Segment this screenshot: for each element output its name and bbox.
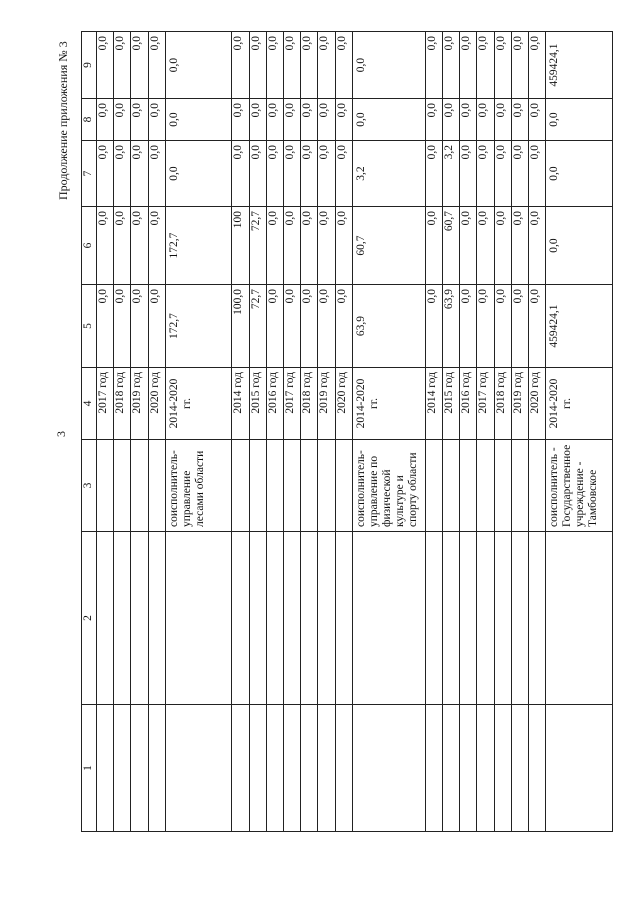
cell-col2: [335, 532, 352, 705]
cell-federal: 100: [232, 207, 249, 285]
table-row: [494, 32, 511, 832]
cell-col2: [114, 532, 131, 705]
cell-col2: [318, 532, 335, 705]
cell-total: 0,0: [97, 285, 114, 368]
cell-period: 2017 год: [97, 368, 114, 440]
cell-regional: 0,0: [477, 141, 494, 207]
cell-regional: 0,0: [318, 141, 335, 207]
cell-total: 0,0: [266, 285, 283, 368]
header-cell-1: 1: [82, 705, 97, 832]
cell-extrabudget: 0,0: [165, 32, 232, 99]
cell-col2: [249, 532, 266, 705]
header-cell-2: 2: [82, 532, 97, 705]
cell-col2: [494, 532, 511, 705]
cell-local: 0,0: [97, 99, 114, 141]
cell-federal: 0,0: [318, 207, 335, 285]
cell-col1: [249, 705, 266, 832]
cell-extrabudget: 0,0: [352, 32, 425, 99]
cell-executor: [301, 440, 318, 532]
cell-period: 2014-2020 гг.: [546, 368, 613, 440]
cell-period: 2014-2020 гг.: [165, 368, 232, 440]
cell-col1: [442, 705, 459, 832]
cell-col1: [97, 705, 114, 832]
cell-federal: 0,0: [477, 207, 494, 285]
cell-col2: [97, 532, 114, 705]
table-row: [232, 32, 249, 832]
cell-col1: [546, 705, 613, 832]
table-row: [301, 32, 318, 832]
cell-col2: [301, 532, 318, 705]
table-row: [511, 32, 528, 832]
cell-total: 0,0: [301, 285, 318, 368]
cell-local: 0,0: [165, 99, 232, 141]
cell-regional: 3,2: [442, 141, 459, 207]
cell-executor: соисполнитель-управление по физической культуре и спорту области: [352, 440, 425, 532]
table-row: [318, 32, 335, 832]
cell-local: 0,0: [528, 99, 545, 141]
table-total-row: [165, 32, 232, 832]
cell-regional: 0,0: [97, 141, 114, 207]
cell-regional: 0,0: [266, 141, 283, 207]
cell-federal: 0,0: [266, 207, 283, 285]
cell-extrabudget: 0,0: [494, 32, 511, 99]
cell-col2: [165, 532, 232, 705]
table-row: [335, 32, 352, 832]
cell-col1: [511, 705, 528, 832]
table-total-row: [546, 32, 613, 832]
cell-col2: [546, 532, 613, 705]
cell-col2: [528, 532, 545, 705]
cell-regional: 0,0: [283, 141, 300, 207]
cell-federal: 0,0: [114, 207, 131, 285]
cell-regional: 0,0: [249, 141, 266, 207]
cell-regional: 0,0: [301, 141, 318, 207]
cell-local: 0,0: [249, 99, 266, 141]
cell-executor: [283, 440, 300, 532]
cell-federal: 0,0: [494, 207, 511, 285]
cell-total: 100,0: [232, 285, 249, 368]
cell-extrabudget: 0,0: [131, 32, 148, 99]
cell-extrabudget: 0,0: [283, 32, 300, 99]
cell-executor: [460, 440, 477, 532]
financing-table: [81, 31, 613, 832]
cell-col2: [442, 532, 459, 705]
cell-executor: [266, 440, 283, 532]
cell-col1: [477, 705, 494, 832]
cell-total: 63,9: [442, 285, 459, 368]
cell-executor: соисполнитель-управление лесами области: [165, 440, 232, 532]
cell-local: 0,0: [511, 99, 528, 141]
cell-period: 2018 год: [494, 368, 511, 440]
cell-col1: [232, 705, 249, 832]
cell-col1: [460, 705, 477, 832]
cell-total: 63,9: [352, 285, 425, 368]
cell-total: 0,0: [148, 285, 165, 368]
cell-total: 0,0: [425, 285, 442, 368]
cell-executor: [442, 440, 459, 532]
cell-total: 0,0: [283, 285, 300, 368]
cell-total: 0,0: [494, 285, 511, 368]
cell-period: 2014-2020 гг.: [352, 368, 425, 440]
cell-federal: 0,0: [425, 207, 442, 285]
cell-col2: [425, 532, 442, 705]
cell-total: 0,0: [528, 285, 545, 368]
cell-col1: [528, 705, 545, 832]
cell-extrabudget: 0,0: [232, 32, 249, 99]
header-cell-8: 8: [82, 99, 97, 141]
cell-extrabudget: 0,0: [528, 32, 545, 99]
cell-period: 2017 год: [477, 368, 494, 440]
cell-extrabudget: 0,0: [249, 32, 266, 99]
cell-local: 0,0: [477, 99, 494, 141]
header-cell-9: 9: [82, 32, 97, 99]
cell-executor: [528, 440, 545, 532]
cell-col1: [335, 705, 352, 832]
cell-extrabudget: 0,0: [425, 32, 442, 99]
header-cell-6: 6: [82, 207, 97, 285]
cell-regional: 0,0: [232, 141, 249, 207]
cell-period: 2014 год: [425, 368, 442, 440]
cell-col2: [232, 532, 249, 705]
cell-extrabudget: 0,0: [97, 32, 114, 99]
cell-federal: 0,0: [546, 207, 613, 285]
cell-federal: 0,0: [131, 207, 148, 285]
cell-extrabudget: 0,0: [335, 32, 352, 99]
cell-executor: [148, 440, 165, 532]
cell-local: 0,0: [494, 99, 511, 141]
cell-local: 0,0: [318, 99, 335, 141]
table-row: [442, 32, 459, 832]
cell-executor: соисполнитель - Государственное учреждение - Тамбовское: [546, 440, 613, 532]
cell-extrabudget: 0,0: [511, 32, 528, 99]
cell-period: 2015 год: [249, 368, 266, 440]
cell-federal: 0,0: [148, 207, 165, 285]
cell-col1: [131, 705, 148, 832]
cell-total: 0,0: [511, 285, 528, 368]
header-cell-3: 3: [82, 440, 97, 532]
continuation-note: Продолжение приложения № 3: [56, 41, 70, 200]
cell-period: 2016 год: [266, 368, 283, 440]
cell-local: 0,0: [283, 99, 300, 141]
table-row: [266, 32, 283, 832]
cell-period: 2019 год: [318, 368, 335, 440]
cell-federal: 0,0: [97, 207, 114, 285]
cell-regional: 0,0: [460, 141, 477, 207]
cell-federal: 0,0: [301, 207, 318, 285]
cell-federal: 0,0: [511, 207, 528, 285]
cell-total: 0,0: [335, 285, 352, 368]
cell-extrabudget: 0,0: [460, 32, 477, 99]
cell-total: 459424,1: [546, 285, 613, 368]
cell-period: 2018 год: [301, 368, 318, 440]
cell-extrabudget: 0,0: [301, 32, 318, 99]
cell-local: 0,0: [266, 99, 283, 141]
cell-col2: [266, 532, 283, 705]
table-total-row: [352, 32, 425, 832]
cell-federal: 60,7: [352, 207, 425, 285]
cell-col1: [425, 705, 442, 832]
cell-col1: [352, 705, 425, 832]
cell-period: 2020 год: [335, 368, 352, 440]
cell-regional: 0,0: [528, 141, 545, 207]
cell-local: 0,0: [546, 99, 613, 141]
cell-local: 0,0: [131, 99, 148, 141]
cell-extrabudget: 459424,1: [546, 32, 613, 99]
cell-col2: [283, 532, 300, 705]
cell-federal: 72,7: [249, 207, 266, 285]
cell-executor: [97, 440, 114, 532]
cell-total: 0,0: [318, 285, 335, 368]
cell-total: 72,7: [249, 285, 266, 368]
cell-regional: 0,0: [335, 141, 352, 207]
rotated-table-container: [81, 32, 613, 832]
cell-local: 0,0: [335, 99, 352, 141]
cell-federal: 172,7: [165, 207, 232, 285]
cell-federal: 0,0: [528, 207, 545, 285]
cell-executor: [318, 440, 335, 532]
cell-local: 0,0: [460, 99, 477, 141]
cell-total: 0,0: [460, 285, 477, 368]
table-row: [131, 32, 148, 832]
cell-local: 0,0: [425, 99, 442, 141]
cell-col2: [460, 532, 477, 705]
cell-period: 2019 год: [131, 368, 148, 440]
cell-federal: 60,7: [442, 207, 459, 285]
cell-col2: [148, 532, 165, 705]
cell-col1: [148, 705, 165, 832]
cell-local: 0,0: [352, 99, 425, 141]
cell-col1: [318, 705, 335, 832]
cell-period: 2015 год: [442, 368, 459, 440]
page-number: 3: [54, 431, 68, 437]
cell-period: 2017 год: [283, 368, 300, 440]
cell-col2: [511, 532, 528, 705]
cell-executor: [131, 440, 148, 532]
cell-period: 2018 год: [114, 368, 131, 440]
cell-col2: [477, 532, 494, 705]
header-cell-7: 7: [82, 141, 97, 207]
cell-total: 0,0: [477, 285, 494, 368]
cell-extrabudget: 0,0: [148, 32, 165, 99]
cell-extrabudget: 0,0: [318, 32, 335, 99]
table-row: [283, 32, 300, 832]
cell-executor: [477, 440, 494, 532]
cell-regional: 0,0: [148, 141, 165, 207]
table-row: [114, 32, 131, 832]
cell-regional: 0,0: [425, 141, 442, 207]
cell-period: 2016 год: [460, 368, 477, 440]
cell-extrabudget: 0,0: [266, 32, 283, 99]
cell-regional: 0,0: [494, 141, 511, 207]
cell-period: 2014 год: [232, 368, 249, 440]
table-row: [249, 32, 266, 832]
table-row: [425, 32, 442, 832]
cell-total: 0,0: [131, 285, 148, 368]
table-body: [97, 32, 613, 832]
table-row: [460, 32, 477, 832]
cell-federal: 0,0: [335, 207, 352, 285]
cell-executor: [232, 440, 249, 532]
cell-executor: [335, 440, 352, 532]
cell-executor: [114, 440, 131, 532]
cell-regional: 0,0: [165, 141, 232, 207]
cell-local: 0,0: [442, 99, 459, 141]
cell-extrabudget: 0,0: [442, 32, 459, 99]
cell-col1: [301, 705, 318, 832]
cell-executor: [249, 440, 266, 532]
cell-col1: [283, 705, 300, 832]
cell-col2: [131, 532, 148, 705]
cell-regional: 0,0: [511, 141, 528, 207]
cell-federal: 0,0: [283, 207, 300, 285]
cell-col1: [494, 705, 511, 832]
cell-period: 2020 год: [148, 368, 165, 440]
cell-executor: [425, 440, 442, 532]
cell-federal: 0,0: [460, 207, 477, 285]
cell-regional: 0,0: [546, 141, 613, 207]
cell-regional: 0,0: [114, 141, 131, 207]
cell-executor: [511, 440, 528, 532]
header-cell-5: 5: [82, 285, 97, 368]
cell-local: 0,0: [301, 99, 318, 141]
cell-local: 0,0: [232, 99, 249, 141]
cell-col1: [165, 705, 232, 832]
cell-period: 2019 год: [511, 368, 528, 440]
cell-col2: [352, 532, 425, 705]
cell-total: 0,0: [114, 285, 131, 368]
cell-extrabudget: 0,0: [477, 32, 494, 99]
cell-local: 0,0: [114, 99, 131, 141]
cell-period: 2020 год: [528, 368, 545, 440]
cell-regional: 3,2: [352, 141, 425, 207]
cell-local: 0,0: [148, 99, 165, 141]
table-row: [528, 32, 545, 832]
table-row: [148, 32, 165, 832]
header-cell-4: 4: [82, 368, 97, 440]
cell-extrabudget: 0,0: [114, 32, 131, 99]
cell-col1: [266, 705, 283, 832]
cell-regional: 0,0: [131, 141, 148, 207]
cell-total: 172,7: [165, 285, 232, 368]
cell-col1: [114, 705, 131, 832]
header-row: [82, 32, 97, 832]
table-row: [97, 32, 114, 832]
cell-executor: [494, 440, 511, 532]
table-row: [477, 32, 494, 832]
